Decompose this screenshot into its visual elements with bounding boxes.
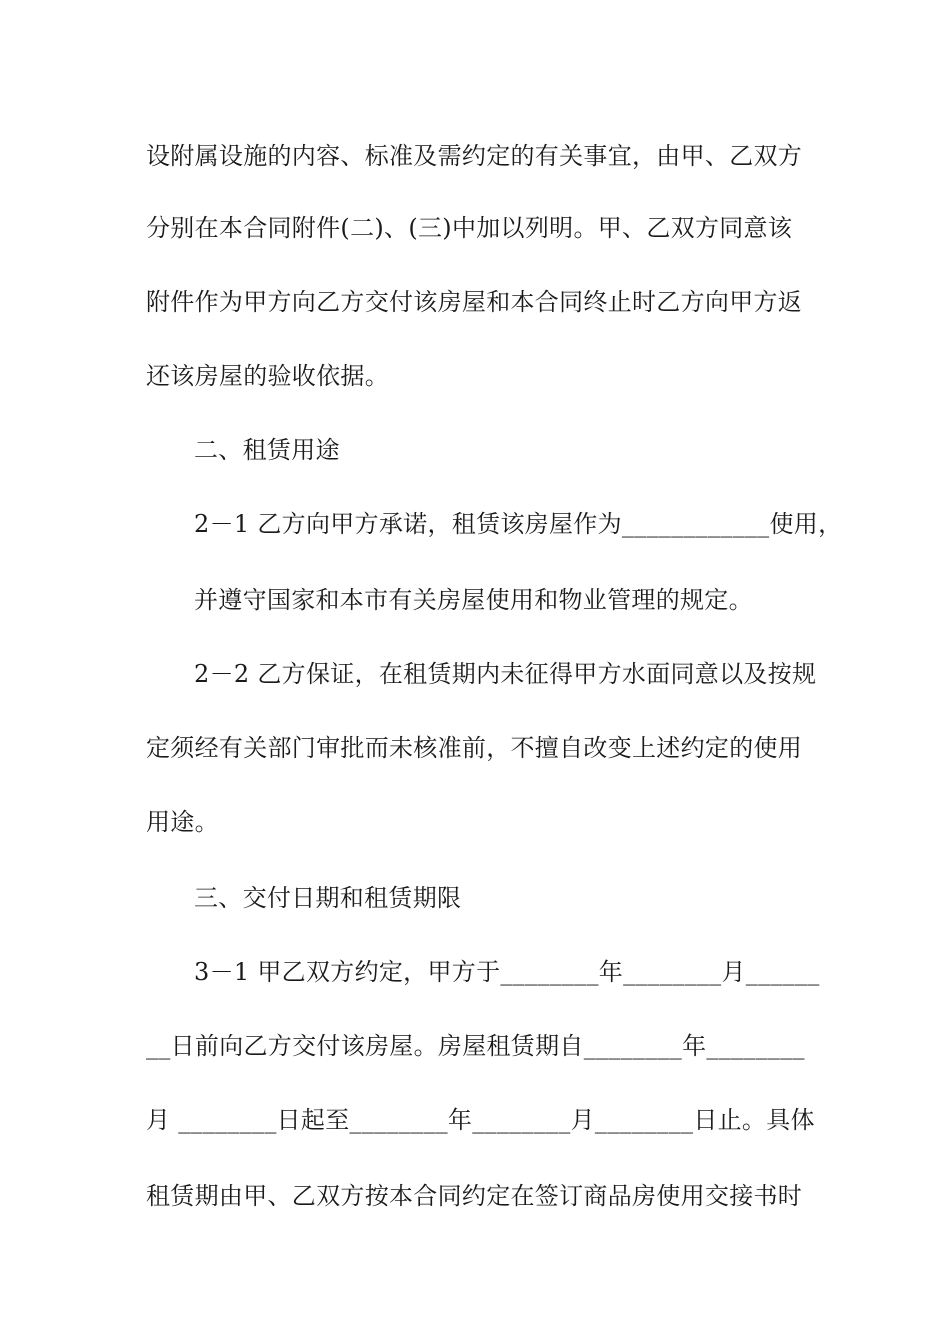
paragraph-line: 月 ________日起至________年________月________日止。具体 (146, 1106, 815, 1134)
paragraph-line: 租赁期由甲、乙双方按本合同约定在签订商品房使用交接书时 (146, 1182, 803, 1210)
paragraph-line: 用途。 (146, 808, 219, 836)
section-heading: 二、租赁用途 (194, 436, 340, 464)
paragraph-line: 附件作为甲方向乙方交付该房屋和本合同终止时乙方向甲方返 (146, 288, 803, 316)
paragraph-line: 分别在本合同附件(二)、(三)中加以列明。甲、乙双方同意该 (146, 214, 793, 242)
paragraph-line: 定须经有关部门审批而未核准前，不擅自改变上述约定的使用 (146, 734, 803, 762)
paragraph-line: 还该房屋的验收依据。 (146, 362, 389, 390)
paragraph-line: __日前向乙方交付该房屋。房屋租赁期自________年________ (146, 1032, 805, 1060)
paragraph-line: 2－1 乙方向甲方承诺，租赁该房屋作为____________使用， (194, 510, 843, 538)
section-heading: 三、交付日期和租赁期限 (194, 884, 462, 912)
paragraph-line: 并遵守国家和本市有关房屋使用和物业管理的规定。 (194, 586, 753, 614)
paragraph-line: 2－2 乙方保证，在租赁期内未征得甲方水面同意以及按规 (194, 660, 817, 688)
paragraph-line: 设附属设施的内容、标准及需约定的有关事宜，由甲、乙双方 (146, 142, 803, 170)
paragraph-line: 3－1 甲乙双方约定，甲方于________年________月______ (194, 958, 820, 986)
